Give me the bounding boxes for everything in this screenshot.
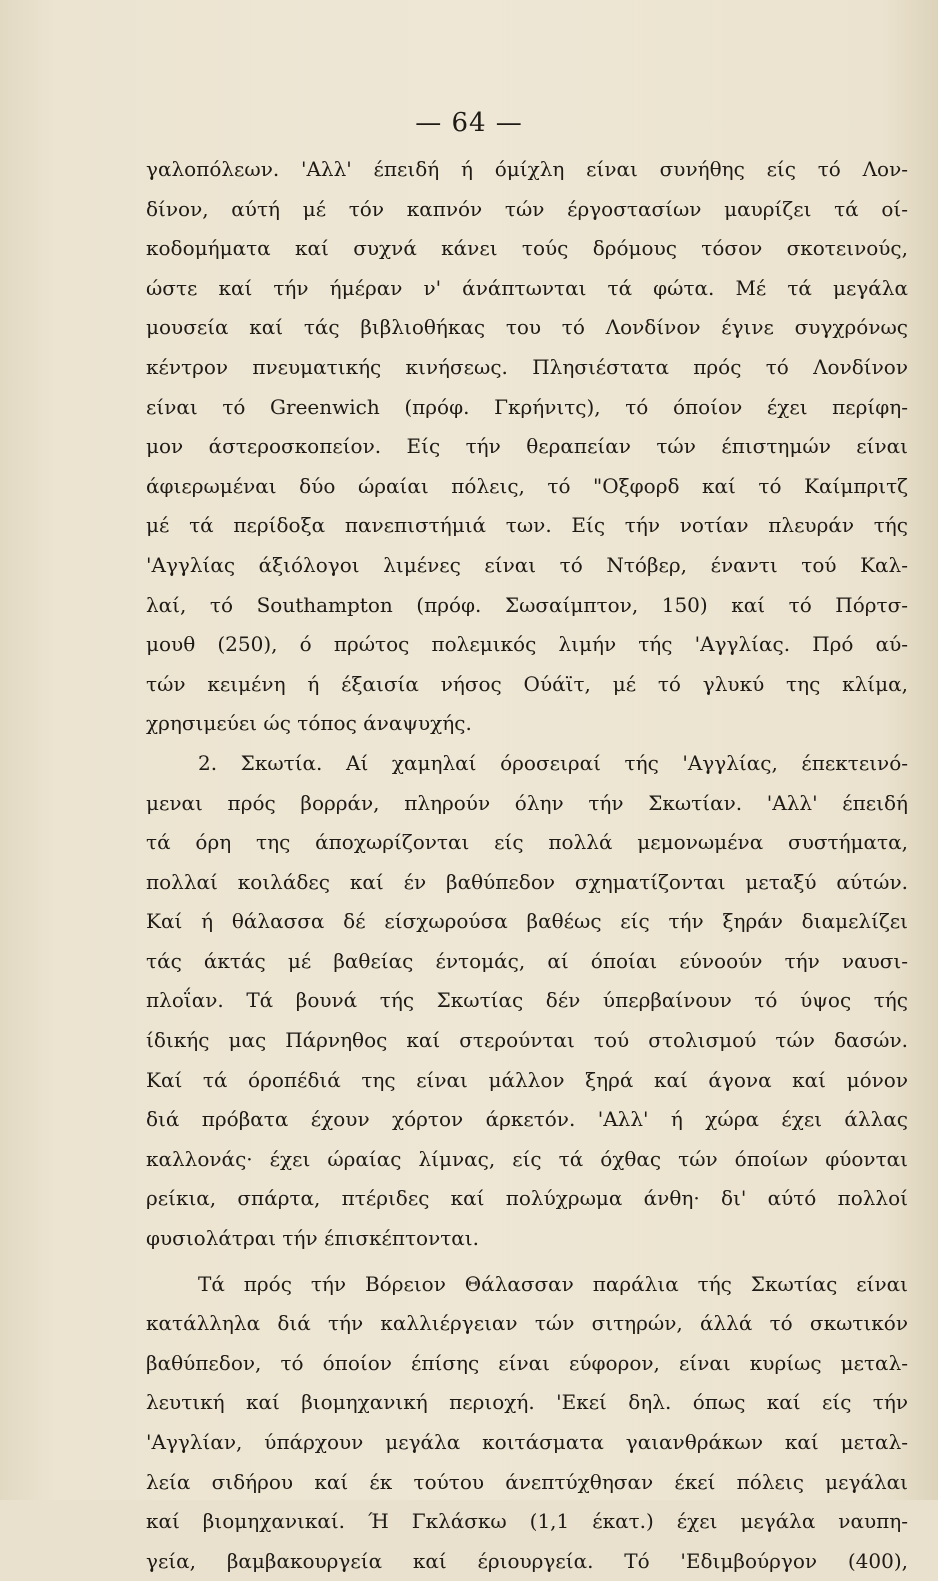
text-line: μουθ (250), ό πρώτος πολεμικός λιμήν τής 'Αγγλίας. Πρό αύ- <box>146 632 908 657</box>
text-line: λεία σιδήρου καί έκ τούτου άνεπτύχθησαν έκεί πόλεις μεγάλαι <box>146 1469 908 1494</box>
text-line: κέντρον πνευματικής κινήσεως. Πλησιέστατα πρός τό Λονδίνον <box>146 354 908 379</box>
text-line: μον άστεροσκοπείον. Είς τήν θεραπείαν τών έπιστημών είναι <box>146 434 908 459</box>
text-line: κοδομήματα καί συχνά κάνει τούς δρόμους τόσον σκοτεινούς, <box>146 236 908 261</box>
page-text <box>146 150 908 1581</box>
text-line: τά όρη της άποχωρίζονται είς πολλά μεμονωμένα συστήματα, <box>146 830 908 855</box>
text-line: πολλαί κοιλάδες καί έν βαθύπεδον σχηματίζονται μεταξύ αύτών. <box>146 869 908 894</box>
text-line: 'Αγγλίας άξιόλογοι λιμένες είναι τό Ντόβερ, έναντι τού Καλ- <box>146 552 908 577</box>
text-line: βαθύπεδον, τό όποίον έπίσης είναι εύφορον, είναι κυρίως μεταλ- <box>146 1350 908 1375</box>
text-line: τών κειμένη ή έξαισία νήσος Ούάϊτ, μέ τό γλυκύ της κλίμα, <box>146 671 908 696</box>
text-line: ίδικής μας Πάρνηθος καί στερούνται τού στολισμού τών δασών. <box>146 1028 908 1053</box>
text-line: μέ τά περίδοξα πανεπιστήμιά των. Είς τήν νοτίαν πλευράν τής <box>146 513 908 538</box>
text-line: φυσιολάτραι τήν έπισκέπτονται. <box>146 1226 480 1251</box>
text-line: 'Αγγλίαν, ύπάρχουν μεγάλα κοιτάσματα γαιανθράκων καί μεταλ- <box>146 1430 908 1454</box>
text-line: Καί ή θάλασσα δέ είσχωρούσα βαθέως είς τήν ξηράν διαμελίζει <box>146 909 908 934</box>
text-line: ρείκια, σπάρτα, πτέριδες καί πολύχρωμα άνθη· δι' αύτό πολλοί <box>146 1186 908 1211</box>
paragraph-first-line: Τά πρός τήν Βόρειον Θάλασσαν παράλια τής Σκωτίας είναι <box>198 1271 908 1296</box>
text-line: τάς άκτάς μέ βαθείας έντομάς, αί όποίαι εύνοούν τήν ναυσι- <box>146 948 908 973</box>
text-line: λαί, τό Southampton (πρόφ. Σωσαίμπτον, 150) καί τό Πόρτσ- <box>146 592 908 617</box>
text-line: πλοΐαν. Τά βουνά τής Σκωτίας δέν ύπερβαίνουν τό ύψος τής <box>146 988 908 1013</box>
text-line: καλλονάς· έχει ώραίας λίμνας, είς τά όχθας τών όποίων φύονται <box>146 1146 908 1171</box>
text-line: λευτική καί βιομηχανική περιοχή. 'Εκεί δηλ. όπως καί είς τήν <box>146 1390 908 1415</box>
text-line: μεναι πρός βορράν, πληρούν όλην τήν Σκωτίαν. 'Αλλ' έπειδή <box>146 790 908 815</box>
text-line: μουσεία καί τάς βιβλιοθήκας του τό Λονδίνον έγινε συγχρόνως <box>146 315 908 340</box>
text-line: γαλοπόλεων. 'Αλλ' έπειδή ή όμίχλη είναι συνήθης είς τό Λον- <box>146 157 908 181</box>
text-line: γεία, βαμβακουργεία καί έριουργεία. Τό 'Εδιμβούργον (400), <box>146 1548 908 1573</box>
text-line: καί βιομηχανικαί. Ή Γκλάσκω (1,1 έκατ.) έχει μεγάλα ναυπη- <box>146 1509 908 1534</box>
page-number: — 64 — <box>415 108 523 138</box>
text-line: διά πρόβατα έχουν χόρτον άρκετόν. 'Αλλ' ή χώρα έχει άλλας <box>146 1107 908 1132</box>
section-heading-line: 2. Σκωτία. Αί χαμηλαί όροσειραί τής 'Αγγλίας, έπεκτεινό- <box>198 750 908 775</box>
text-line: δίνον, αύτή μέ τόν καπνόν τών έργοστασίων μαυρίζει τά οί- <box>146 196 908 221</box>
text-line: κατάλληλα διά τήν καλλιέργειαν τών σιτηρών, άλλά τό σκωτικόν <box>146 1311 908 1336</box>
text-line: Καί τά όροπέδιά της είναι μάλλον ξηρά καί άγονα καί μόνον <box>146 1067 908 1092</box>
text-line: ώστε καί τήν ήμέραν ν' άνάπτωνται τά φώτα. Μέ τά μεγάλα <box>146 275 908 300</box>
text-line: είναι τό Greenwich (πρόφ. Γκρήνιτς), τό όποίον έχει περίφη- <box>146 394 908 419</box>
text-line: άφιερωμέναι δύο ώραίαι πόλεις, τό "Οξφορδ καί τό Καίμπριτζ <box>146 473 908 498</box>
text-line: χρησιμεύει ώς τόπος άναψυχής. <box>146 711 472 736</box>
